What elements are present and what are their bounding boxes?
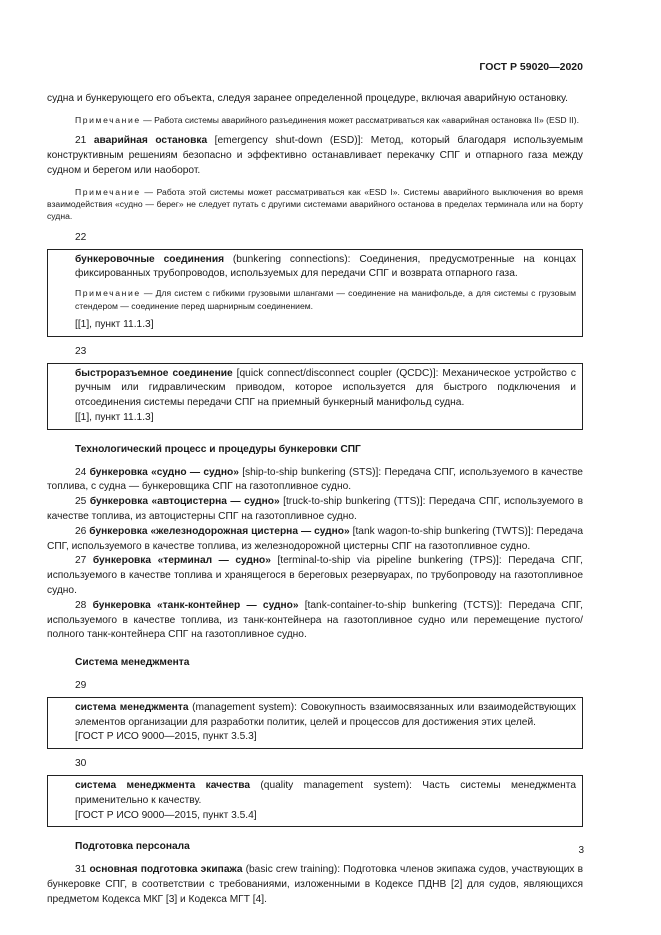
intro-paragraph: судна и бункерующего его объекта, следуя заранее определенной процедуре, включая аварийную остановку. (47, 93, 568, 104)
note-2 (47, 186, 583, 223)
definition: [terminal-to-ship via pipeline bunkering (TPS)]: Передача СПГ, используемого в качестве топлива и хранящегося в береговых резервуарах, по трубопроводу на газотопливное судно. (47, 555, 583, 596)
term: бункеровка «железнодорожная цистерна — судно» (89, 525, 350, 537)
definition: [truck-to-ship bunkering (TTS)]: Передача СПГ, используемого в качестве топлива, из автоцистерны СПГ на газотопливное судно. (47, 496, 583, 522)
term: система менеджмента качества (75, 779, 251, 791)
definition-box-29 (47, 697, 583, 749)
note-text: — Для систем с гибкими грузовыми шлангами — соединение на манифольде, а для системы с грузовым стендером — соединение перед шарнирным соединением. (75, 288, 576, 311)
entry-28 (47, 599, 583, 643)
term: бункеровка «танк-контейнер — судно» (92, 599, 299, 611)
term: бункеровка «терминал — судно» (92, 555, 271, 567)
entry-number: 26 (75, 525, 90, 537)
note-label: Примечание (75, 186, 141, 197)
entry-24 (47, 466, 583, 496)
definition: (management system): Совокупность взаимосвязанных или взаимодействующих элементов организации для разработки политик, целей и процессов для достижения этих целей. (75, 701, 576, 728)
entry-25 (47, 495, 583, 525)
entry-21 (47, 134, 583, 178)
section-heading-management: Система менеджмента (75, 657, 190, 669)
standard-header: ГОСТ Р 59020—2020 (479, 61, 583, 73)
definition: (quality management system): Часть системы менеджмента применительно к качеству. (75, 779, 576, 806)
term: бункеровочные соединения (75, 253, 225, 265)
entry-number-29: 29 (75, 679, 87, 691)
definition-box-30 (47, 775, 583, 827)
entry-number: 27 (75, 555, 93, 567)
entry-number: 28 (75, 599, 93, 611)
source-reference: [[1], пункт 11.1.3] (75, 412, 154, 423)
entry-number: 21 (75, 135, 94, 147)
definition: [tank wagon-to-ship bunkering (TWTS)]: Передача СПГ, используемого в качестве топлива, из железнодорожной цистерны СПГ на газотопливное судно. (47, 525, 583, 552)
definition: (basic crew training): Подготовка членов экипажа судов, участвующих в бункеровке СПГ, в соответствии с требованиями, изложенными в Кодексе ПДНВ [2] для судов, являющихся предметом Кодекса МКГ [3] и Кодекса МГТ [4]. (47, 864, 584, 905)
note-text: — Работа этой системы может рассматриваться как «ESD I». Системы аварийного выключения во время взаимодействия «судно — берег» не следует путать с другими системами аварийного останова в пределах терминала или на борту судна. (47, 186, 583, 222)
entry-number: 31 (75, 864, 90, 876)
note-text: — Работа системы аварийного разъединения может рассматриваться как «аварийная остановка II» (ESD II). (140, 114, 580, 125)
definition: [quick connect/disconnect coupler (QCDC)]: Механическое устройство с ручным или гидравлическим приводом, которое используется для быстрого подключения и отсоединения системы передачи СПГ на приемный бункерный манифольд судна. (75, 367, 576, 409)
term: система менеджмента (75, 701, 189, 713)
page-number: 3 (578, 845, 584, 856)
entry-number: 24 (75, 466, 90, 478)
term: основная подготовка экипажа (89, 864, 243, 876)
term: бункеровка «автоцистерна — судно» (89, 496, 280, 508)
definition: [tank-container-to-ship bunkering (TCTS)]: Передача СПГ, используемого в качестве топлива, из танк-контейнера на газотопливное судно или перемещение пустого/полного танк-контейнера СПГ на газотопливное судно. (47, 599, 583, 641)
note-label: Примечание (75, 114, 141, 125)
source-reference: [ГОСТ Р ИСО 9000—2015, пункт 3.5.3] (75, 731, 257, 743)
definition-box-22 (47, 249, 583, 337)
entry-number: 25 (75, 496, 90, 508)
page-content (47, 92, 583, 908)
source-reference: [[1], пункт 11.1.3] (75, 319, 154, 331)
term: аварийная остановка (93, 135, 208, 147)
entry-number-23: 23 (75, 345, 87, 357)
note-label: Примечание (75, 288, 141, 299)
entry-31 (47, 863, 583, 907)
section-heading-process: Технологический процесс и процедуры бункеровки СПГ (75, 443, 361, 455)
entry-number-22: 22 (75, 231, 87, 243)
term: бункеровка «судно — судно» (89, 466, 239, 478)
entry-26 (47, 525, 583, 555)
definition: [emergency shut-down (ESD)]: Метод, который благодаря используемым конструктивным решениям безопасно и эффективно останавливает перекачку СПГ и отпарного газа между судном и берегом или наоборот. (47, 135, 583, 176)
section-heading-training: Подготовка персонала (75, 841, 190, 853)
definition: (bunkering connections): Соединения, предусмотренные на концах фиксированных трубопроводов, используемых для передачи СПГ и возврата отпарного газа. (75, 253, 577, 280)
note-1 (47, 114, 583, 126)
entry-27 (47, 554, 583, 598)
source-reference: [ГОСТ Р ИСО 9000—2015, пункт 3.5.4] (75, 809, 257, 821)
entry-number-30: 30 (75, 758, 87, 770)
definition: [ship-to-ship bunkering (STS)]: Передача СПГ, используемого в качестве топлива, с судна — бункеровщика СПГ на газотопливное судно. (47, 466, 583, 493)
definition-box-23 (47, 363, 583, 430)
term: быстроразъемное соединение (75, 367, 233, 379)
